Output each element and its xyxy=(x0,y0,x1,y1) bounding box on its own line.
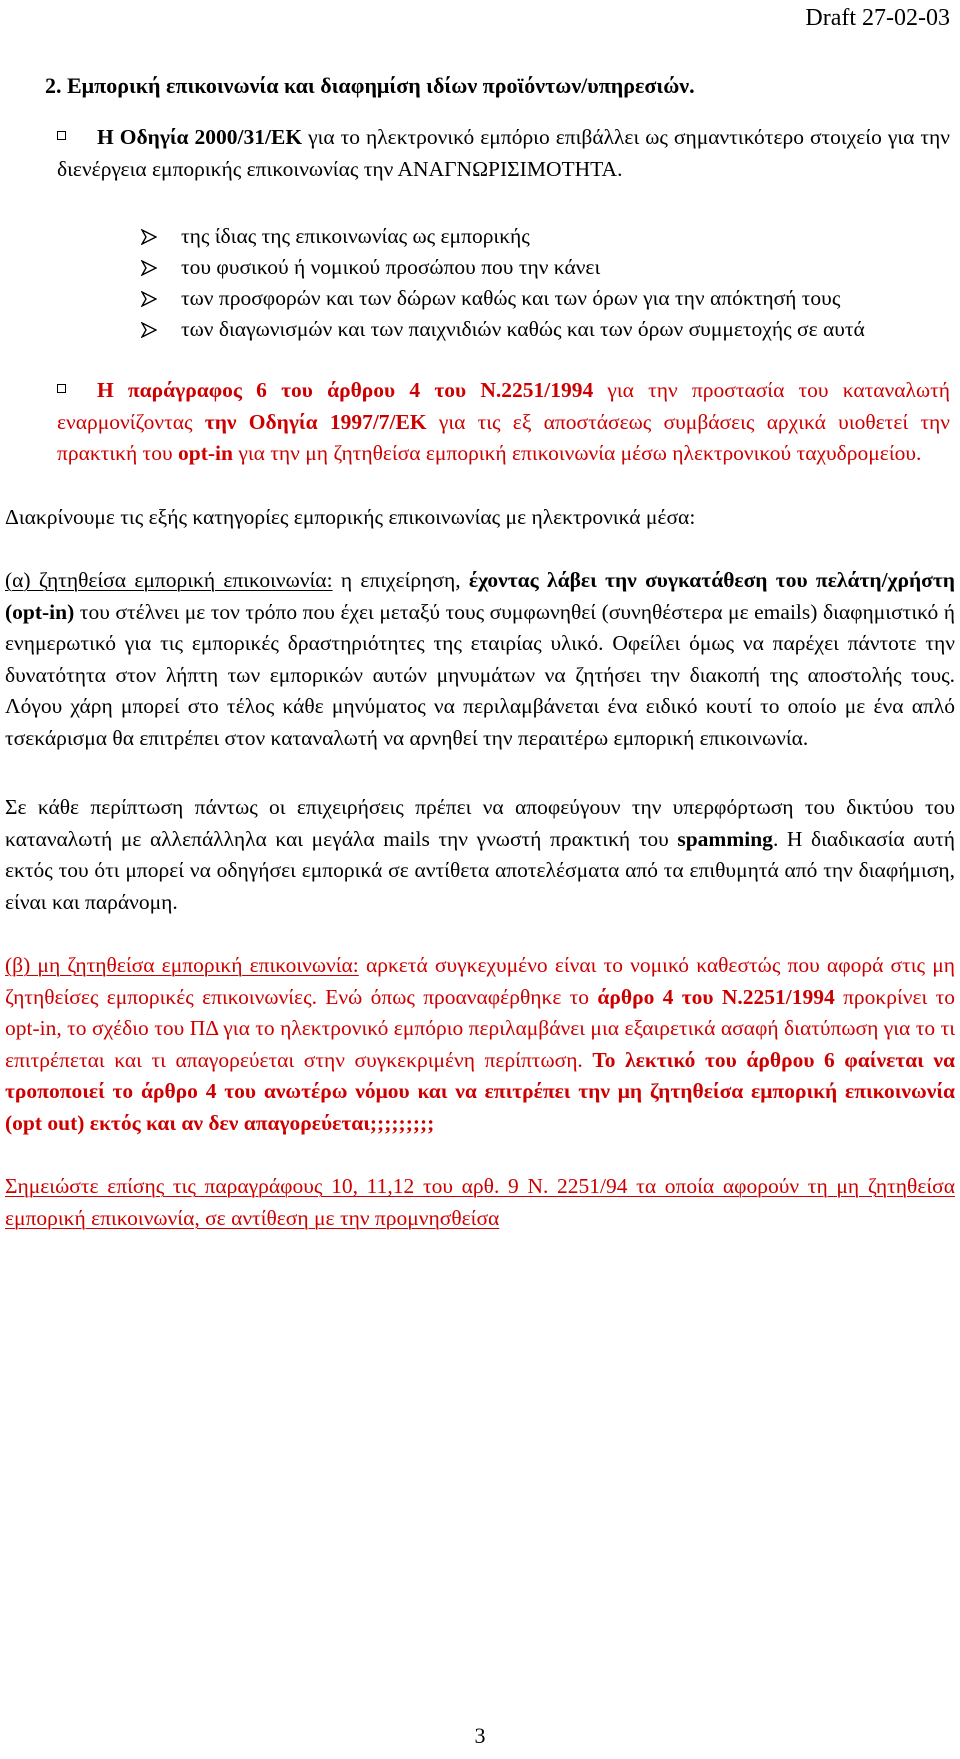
square-bullet-icon xyxy=(57,131,66,140)
square-bullet-icon xyxy=(57,384,66,393)
intro-paragraph: Διακρίνουμε τις εξής κατηγορίες εμπορικής επικοινωνίας με ηλεκτρονικά μέσα: xyxy=(5,504,696,529)
arrow-list xyxy=(5,221,955,345)
paragraph-spamming: Σε κάθε περίπτωση πάντως οι επιχειρήσεις πρέπει να αποφεύγουν την υπερφόρτωση του δικτύου του καταναλωτή με αλλεπάλληλα και μεγάλα mails την γνωστή πρακτική του spamming. Η διαδικασία αυτή εκτός του ότι μπορεί να οδηγήσει εμπορικά σε αντίθετα αποτελέσματα από τα επιθυμητά από την διαφήμιση, είναι και παράνομη. xyxy=(5,795,955,914)
bullet-item-directive xyxy=(5,122,950,185)
draft-label: Draft 27-02-03 xyxy=(805,5,950,31)
list-item: των προσφορών και των δώρων καθώς και των όρων για την απόκτησή τους xyxy=(181,283,950,314)
arrowhead-bullet-icon xyxy=(141,322,157,338)
list-item: του φυσικού ή νομικού προσώπου που την κάνει xyxy=(181,252,950,283)
arrowhead-bullet-icon xyxy=(141,260,157,276)
arrowhead-bullet-icon xyxy=(141,229,157,245)
list-item: των διαγωνισμών και των παιχνιδιών καθώς και των όρων συμμετοχής σε αυτά xyxy=(181,314,950,345)
arrowhead-bullet-icon xyxy=(141,291,157,307)
paragraph-solicited: (α) ζητηθείσα εμπορική επικοινωνία: η επιχείρηση, έχοντας λάβει την συγκατάθεση του πελάτη/χρήστη (opt-in) του στέλνει με τον τρόπο που έχει μεταξύ τους συμφωνηθεί (συνηθέστερα με emails) διαφημιστικό ή ενημερωτικό για τις εμπορικές δραστηριότητες της εταιρίας υλικό. Οφείλει όμως να παρέχει πάντοτε την δυνατότητα στον λήπτη των εμπορικών αυτών μηνυμάτων να ζητήσει την διακοπή της αποστολής τους. Λόγου χάρη μπορεί στο τέλος κάθε μηνύματος να περιλαμβάνεται ένα ειδικό κουτί το οποίο με ένα απλό τσεκάρισμα θα επιτρέπει στον καταναλωτή να αρνηθεί την περαιτέρω εμπορική επικοινωνία. xyxy=(5,568,955,750)
note-paragraph: Σημειώστε επίσης τις παραγράφους 10, 11,12 του αρθ. 9 Ν. 2251/94 τα οποία αφορούν τη μη ζητηθείσα εμπορική επικοινωνία, σε αντίθεση με την προμνησθείσα xyxy=(5,1174,955,1230)
bullet-text-directive: Η Οδηγία 2000/31/ΕΚ για το ηλεκτρονικό εμπόριο επιβάλλει ως σημαντικότερο στοιχείο για την διενέργεια εμπορικής επικοινωνίας την ΑΝΑΓΝΩΡΙΣΙΜΟΤΗΤΑ. xyxy=(57,125,950,181)
list-item: της ίδιας της επικοινωνίας ως εμπορικής xyxy=(181,221,950,252)
bullet-text-law: Η παράγραφος 6 του άρθρου 4 του Ν.2251/1994 για την προστασία του καταναλωτή εναρμονίζοντας την Οδηγία 1997/7/ΕΚ για τις εξ αποστάσεως συμβάσεις αρχικά υιοθετεί την πρακτική του opt-in για την μη ζητηθείσα εμπορική επικοινωνία μέσω ηλεκτρονικού ταχυδρομείου. xyxy=(57,378,950,465)
paragraph-unsolicited: (β) μη ζητηθείσα εμπορική επικοινωνία: αρκετά συγκεχυμένο είναι το νομικό καθεστώς που αφορά στις μη ζητηθείσες εμπορικές επικοινωνίες. Ενώ όπως προαναφέρθηκε το άρθρο 4 του Ν.2251/1994 προκρίνει το opt-in, το σχέδιο του ΠΔ για το ηλεκτρονικό εμπόριο περιλαμβάνει μια εξαιρετικά ασαφή διατύπωση για το τι επιτρέπεται και τι απαγορεύεται στην συγκεκριμένη περίπτωση. Το λεκτικό του άρθρου 6 φαίνεται να τροποποιεί το άρθρο 4 του ανωτέρω νόμου και να επιτρέπει την μη ζητηθείσα εμπορική επικοινωνία (opt out) εκτός και αν δεν απαγορεύεται;;;;;;;;; xyxy=(5,953,955,1135)
bullet-item-law xyxy=(5,375,950,470)
section-heading: 2. Εμπορική επικοινωνία και διαφημίση ιδίων προϊόντων/υπηρεσιών. xyxy=(45,73,695,98)
page-number: 3 xyxy=(474,1723,486,1748)
document-body xyxy=(5,72,955,1234)
